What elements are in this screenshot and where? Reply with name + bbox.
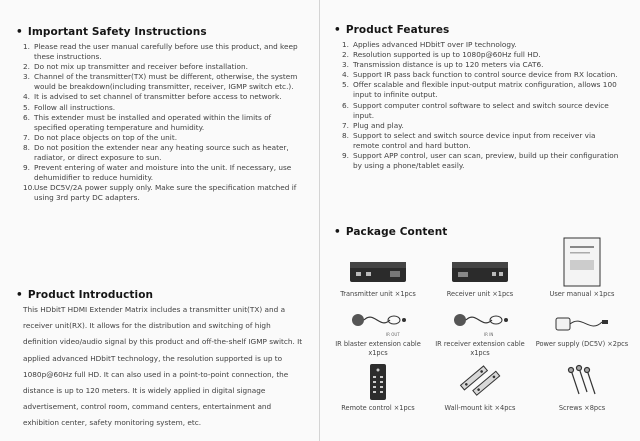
list-item [342, 121, 622, 131]
list-item-number: 3. [23, 72, 30, 82]
list-item-text: Applies advanced HDbitT over IP technology. [353, 40, 517, 49]
power-label: Power supply (DC5V) ×2pcs [535, 340, 629, 348]
ir-in-tag: IR IN [484, 332, 494, 337]
list-item [23, 183, 305, 203]
list-item [342, 50, 622, 60]
safety-title: Important Safety Instructions [27, 26, 207, 38]
list-item [342, 131, 622, 151]
ir-blaster-cable-icon [346, 308, 410, 338]
power-supply-icon [550, 308, 614, 338]
package-heading: • Package Content [334, 226, 448, 238]
list-item-text: Do not position the extender near any heating source such as heater, radiator, or direct exposure to sun. [34, 142, 289, 163]
list-item [23, 143, 305, 163]
list-item [23, 72, 305, 92]
package-item-wall-mount [430, 362, 530, 413]
package-item-ir-blaster [328, 308, 428, 358]
list-item-number: 4. [342, 70, 349, 80]
wall-mount-kit-icon [455, 362, 505, 402]
user-manual-icon [558, 236, 606, 288]
list-item-number: 10. [23, 183, 35, 193]
list-item [342, 70, 622, 80]
list-item-text: Do not place objects on top of the unit. [34, 132, 178, 142]
list-item-number: 1. [342, 40, 349, 49]
package-item-transmitter [328, 252, 428, 299]
ir-out-tag: IR OUT [386, 332, 400, 337]
remote-control-icon [358, 362, 398, 402]
list-item-number: 6. [342, 100, 349, 110]
list-item-number: 7. [23, 132, 30, 142]
features-heading: • Product Features [334, 24, 450, 36]
list-item [23, 62, 305, 72]
list-item-text: This extender must be installed and operated within the limits of specified operating temperature and humidity. [34, 112, 272, 132]
list-item [342, 60, 622, 70]
receiver-unit-icon [448, 252, 512, 288]
package-item-power [532, 308, 632, 349]
list-item-number: 8. [23, 142, 30, 152]
list-item-text: It is advised to set channel of transmitter before access to network. [34, 92, 282, 102]
ir-blaster-label: IR blaster extension cable x1pcs [335, 340, 421, 357]
list-item-number: 4. [23, 92, 30, 102]
intro-title: Product Introduction [27, 289, 154, 301]
list-item-number: 7. [342, 120, 349, 130]
list-item [23, 103, 305, 113]
list-item-text: Do not mix up transmitter and receiver before installation. [34, 62, 248, 72]
list-item-number: 5. [23, 102, 30, 112]
list-item-number: 1. [23, 42, 30, 51]
list-item-text: Plug and play. [353, 120, 404, 130]
list-item-text: Channel of the transmitter(TX) must be different, otherwise, the system would be breakdown(including transmitter, receiver, IGMP switch etc.). [34, 72, 298, 92]
list-item-number: 5. [342, 80, 349, 90]
package-item-ir-receiver [430, 308, 530, 358]
right-page [320, 0, 640, 441]
list-item-number: 9. [23, 163, 30, 173]
list-item-number: 9. [342, 151, 349, 161]
list-item [342, 151, 622, 171]
list-item-number: 6. [23, 112, 30, 122]
ir-receiver-label: IR receiver extension cable x1pcs [435, 340, 525, 357]
intro-paragraph: This HDbitT HDMI Extender Matrix includes a transmitter unit(TX) and a receiver unit(RX). It allows for the distribution and switching of high definition video/audio signal by this product and off-the-shelf IGMP switch. It applied advanced HDbitT technology, the resolution supported is up to 1080p@60Hz full HD. It can also used in a point-to-point connection, the distance is up to 120 meters. It is widely applied in digital signage advertisement, control room, command centers, entertainment and exhibition center, safety monitoring system, etc. [23, 305, 303, 428]
package-item-manual [532, 236, 632, 299]
ir-receiver-cable-icon [448, 308, 512, 338]
list-item-text: Support to select and switch source device input from receiver via remote control and hard button. [353, 130, 596, 150]
list-item [23, 163, 305, 183]
features-title: Product Features [345, 24, 450, 36]
safety-list [23, 42, 305, 204]
list-item-text: Prevent entering of water and moisture into the unit. If necessary, use dehumidifier to reduce humidity. [34, 163, 292, 183]
screws-icon [557, 362, 607, 402]
transmitter-label: Transmitter unit ×1pcs [340, 290, 416, 298]
screws-label: Screws ×8pcs [558, 404, 606, 412]
safety-heading: • Important Safety Instructions [16, 26, 207, 38]
list-item-text: Resolution supported is up to 1080p@60Hz full HD. [353, 50, 541, 60]
list-item-text: Offer scalable and flexible input-output matrix configuration, allows 100 input to infinite output. [353, 80, 617, 100]
list-item-text: Support APP control, user can scan, preview, build up their configuration by using a phone/tablet easily. [353, 151, 619, 171]
list-item-text: Support computer control software to select and switch source device input. [353, 100, 609, 120]
intro-heading: • Product Introduction [16, 289, 154, 301]
list-item-text: Please read the user manual carefully before use this product, and keep these instructions. [34, 42, 298, 62]
list-item-number: 2. [342, 50, 349, 60]
list-item [23, 113, 305, 133]
wall-mount-label: Wall-mount kit ×4pcs [444, 404, 516, 412]
list-item [23, 92, 305, 102]
transmitter-unit-icon [346, 252, 410, 288]
list-item [342, 40, 622, 50]
manual-label: User manual ×1pcs [549, 290, 615, 298]
list-item-text: Use DC5V/2A power supply only. Make sure the specification matched if using 3rd party DC adapters. [34, 183, 297, 203]
list-item-number: 2. [23, 62, 30, 72]
list-item [342, 101, 622, 121]
list-item [342, 80, 622, 100]
features-list [342, 40, 622, 171]
package-title: Package Content [345, 226, 448, 238]
list-item-text: Support IR pass back function to control source device from RX location. [353, 70, 618, 80]
list-item-text: Follow all instructions. [34, 102, 116, 112]
receiver-label: Receiver unit ×1pcs [446, 290, 514, 298]
remote-label: Remote control ×1pcs [341, 404, 415, 412]
package-item-receiver [430, 252, 530, 299]
package-item-remote [328, 362, 428, 413]
list-item [23, 133, 305, 143]
list-item [23, 42, 305, 62]
package-item-screws [532, 362, 632, 413]
list-item-number: 8. [342, 130, 349, 140]
list-item-number: 3. [342, 60, 349, 70]
list-item-text: Transmission distance is up to 120 meters via CAT6. [353, 60, 544, 70]
